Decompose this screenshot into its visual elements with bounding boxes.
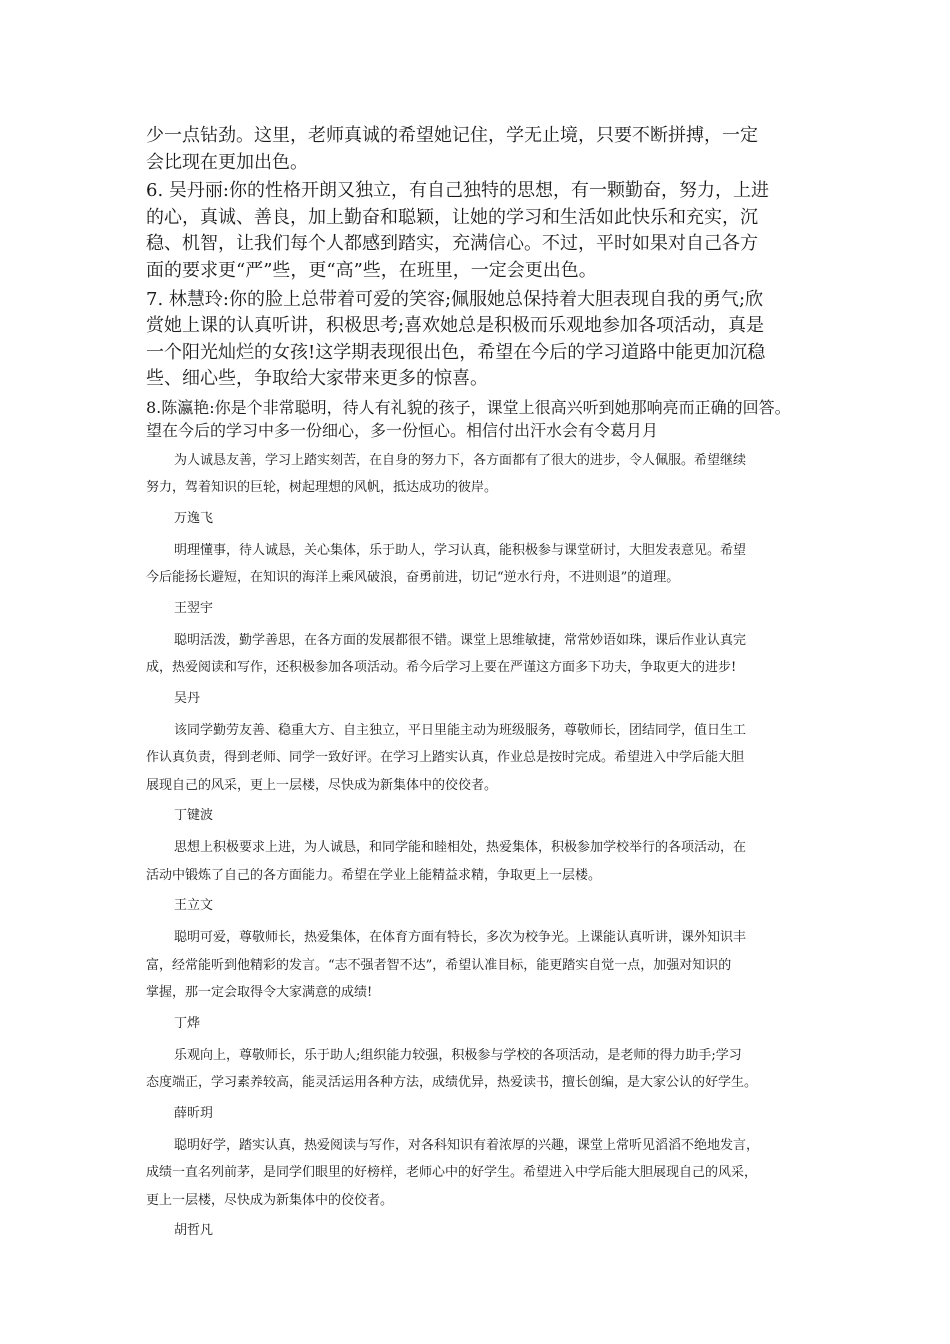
comment-text-line: 更上一层楼，尽快成为新集体中的佼佼者。 [146,1192,394,1208]
text-line: 稳、机智，让我们每个人都感到踏实，充满信心。不过，平时如果对自己各方 [146,233,758,255]
comment-entry [146,1042,818,1132]
comment-entry [146,627,818,717]
text-line: 少一点钻劲。这里，老师真诚的希望她记住，学无止境，只要不断拼搏，一定 [146,125,758,146]
paragraph-comment-6 [146,179,818,283]
paragraph-continuation [146,124,818,175]
student-name: 薛昕玥 [174,1105,214,1121]
comment-entry [146,447,818,537]
text-line: 6. 吴丹丽:你的性格开朗又独立，有自己独特的思想，有一颗勤奋，努力，上进 [146,180,769,202]
comment-entry [146,1132,818,1240]
comment-text-line: 活动中锻炼了自己的各方面能力。希望在学业上能精益求精，争取更上一层楼。 [146,867,602,883]
student-name: 王立文 [174,898,214,914]
comment-text-line: 明理懂事，待人诚恳，关心集体，乐于助人，学习认真，能积极参与课堂研讨，大胆发表意见。希望 [174,542,747,558]
comment-text-line: 聪明可爱，尊敬师长，热爱集体，在体育方面有特长，多次为校争光。上课能认真听讲，课外知识丰 [174,930,747,946]
text-line: 望在今后的学习中多一份细心，多一份恒心。相信付出汗水会有令葛月月 [146,420,659,440]
text-line: 面的要求更“严”些，更“高”些，在班里，一定会更出色。 [146,259,597,281]
comment-text-line: 成，热爱阅读和写作，还积极参加各项活动。希今后学习上要在严谨这方面多下功夫，争取更大的进步! [146,660,737,676]
comment-text-line: 作认真负责，得到老师、同学一致好评。在学习上踏实认真，作业总是按时完成。希望进入中学后能大胆 [146,750,745,766]
comment-text-line: 今后能扬长避短，在知识的海洋上乘风破浪，奋勇前进，切记“逆水行舟，不进则退”的道理。 [146,570,680,586]
comment-entry [146,717,818,835]
text-line: 些、细心些，争取给大家带来更多的惊喜。 [146,368,488,390]
comment-text-line: 态度端正，学习素养较高，能灵活运用各种方法，成绩优异，热爱读书，擅长创编，是大家公认的好学生。 [146,1075,758,1091]
student-name: 吴丹 [174,690,201,706]
comment-text-line: 努力，驾着知识的巨轮，树起理想的风帆，抵达成功的彼岸。 [146,480,498,496]
text-line: 一个阳光灿烂的女孩!这学期表现很出色，希望在今后的学习道路中能更加沉稳 [146,341,766,363]
text-line: 8.陈瀛艳:你是个非常聪明，待人有礼貌的孩子，课堂上很高兴听到她那响亮而正确的回答。 [146,397,791,417]
comment-text-line: 为人诚恳友善，学习上踏实刻苦，在自身的努力下，各方面都有了很大的进步，令人佩服。希望继续 [174,452,747,468]
student-name: 丁键波 [174,808,214,824]
comment-entry [146,834,818,924]
comment-text-line: 该同学勤劳友善、稳重大方、自主独立，平日里能主动为班级服务，尊敬师长，团结同学，值日生工 [174,722,747,738]
comment-list [146,447,818,1240]
comment-text-line: 聪明活泼，勤学善思，在各方面的发展都很不错。课堂上思维敏捷，常常妙语如珠，课后作业认真完 [174,632,747,648]
comment-text-line: 思想上积极要求上进，为人诚恳，和同学能和睦相处，热爱集体，积极参加学校举行的各项活动，在 [174,840,747,856]
student-name: 万逸飞 [174,510,214,526]
comment-text-line: 展现自己的风采，更上一层楼，尽快成为新集体中的佼佼者。 [146,777,498,793]
text-line: 7. 林慧玲:你的脸上总带着可爱的笑容;佩服她总保持着大胆表现自我的勇气;欣 [146,288,764,310]
comment-text-line: 成绩一直名列前茅，是同学们眼里的好榜样，老师心中的好学生。希望进入中学后能大胆展现自己的风采， [146,1165,758,1181]
text-line: 会比现在更加出色。 [146,151,308,173]
comment-text-line: 聪明好学，踏实认真，热爱阅读与写作，对各科知识有着浓厚的兴趣，课堂上常听见滔滔不绝地发言， [174,1137,760,1153]
student-name: 王翌宇 [174,600,214,616]
comment-text-line: 乐观向上，尊敬师长，乐于助人;组织能力较强，积极参与学校的各项活动，是老师的得力助手;学习 [174,1047,742,1063]
comment-entry [146,924,818,1042]
comment-text-line: 掌握，那一定会取得令大家满意的成绩! [146,985,373,1001]
student-name: 丁烨 [174,1015,201,1031]
paragraph-comment-7 [146,288,818,392]
paragraph-comment-8 [146,396,818,442]
comment-text-line: 富，经常能听到他精彩的发言。“志不强者智不达”，希望认准目标，能更踏实自觉一点，加强对知识的 [146,957,732,973]
text-line: 赏她上课的认真听讲，积极思考;喜欢她总是积极而乐观地参加各项活动，真是 [146,315,765,337]
comment-entry [146,537,818,627]
student-name: 胡哲凡 [174,1223,214,1239]
text-line: 的心，真诚、善良，加上勤奋和聪颖，让她的学习和生活如此快乐和充实，沉 [146,206,758,228]
document-page [146,124,818,1239]
